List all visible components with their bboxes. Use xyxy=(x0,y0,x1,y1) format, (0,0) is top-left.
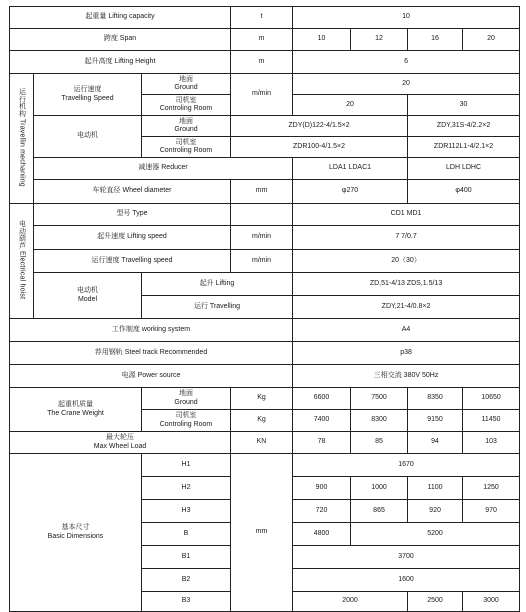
crane-weight-room-value: 11450 xyxy=(463,410,520,432)
crane-weight-ground-value: 8350 xyxy=(408,388,463,410)
b-value: 4800 xyxy=(293,523,351,546)
crane-weight-room-value: 9150 xyxy=(408,410,463,432)
hoist-type-value: CD1 MD1 xyxy=(293,204,520,226)
row-wheel-diameter xyxy=(10,180,520,204)
b1-value: 3700 xyxy=(293,546,520,569)
electrical-hoist-group-label: 电动葫芦 Electrical hoist xyxy=(10,204,34,319)
reducer-value: LDH LDHC xyxy=(408,158,520,180)
unit-crane-weight: Kg xyxy=(231,388,293,410)
dim-label-b3: B3 xyxy=(142,592,231,612)
h2-value: 1250 xyxy=(463,477,520,500)
crane-weight-label: 起重机质量 The Crane Weight xyxy=(10,388,142,432)
row-hoist-travelling-speed xyxy=(10,250,520,273)
lifting-speed-value: 7 7/0.7 xyxy=(293,226,520,250)
row-max-wheel-load xyxy=(10,432,520,454)
dim-label-h2: H2 xyxy=(142,477,231,500)
label-lifting-speed: 起升速度 Lifting speed xyxy=(34,226,231,250)
label-span: 跨度 Span xyxy=(10,29,231,51)
b3-value: 3000 xyxy=(463,592,520,612)
row-hoist-type xyxy=(10,204,520,226)
h3-value: 920 xyxy=(408,500,463,523)
unit-hoist-type-empty xyxy=(231,204,293,226)
unit-crane-weight: Kg xyxy=(231,410,293,432)
dim-label-b2: B2 xyxy=(142,569,231,592)
motor-room-value: ZDR112L1-4/2.1×2 xyxy=(408,137,520,158)
power-source-value: 三相交流 380V 50Hz xyxy=(293,365,520,388)
h3-value: 720 xyxy=(293,500,351,523)
unit-lifting-speed: m/min xyxy=(231,226,293,250)
dim-label-b1: B1 xyxy=(142,546,231,569)
b-value: 5200 xyxy=(351,523,520,546)
ground-sublabel: 地面 Ground xyxy=(142,74,231,95)
steel-track-value: p38 xyxy=(293,342,520,365)
unit-wheel-diameter: mm xyxy=(231,180,293,204)
h3-value: 865 xyxy=(351,500,408,523)
unit-span: m xyxy=(231,29,293,51)
travel-speed-room-value: 30 xyxy=(408,95,520,116)
row-hoist-motor-lifting xyxy=(10,273,520,296)
unit-travel-speed: m/min xyxy=(231,74,293,116)
motor-ground-value: ZDY,31S-4/2.2×2 xyxy=(408,116,520,137)
travel-speed-room-value: 20 xyxy=(293,95,408,116)
row-crane-weight-ground xyxy=(10,388,520,410)
max-wheel-load-value: 94 xyxy=(408,432,463,454)
travelling-mechanism-group-label: 运行机构 Travellin mechaniing xyxy=(10,74,34,204)
unit-hoist-travelling-speed: m/min xyxy=(231,250,293,273)
hoist-motor-label: 电动机 Model xyxy=(34,273,142,319)
row-h1 xyxy=(10,454,520,477)
crane-weight-ground-value: 6600 xyxy=(293,388,351,410)
label-power-source: 电源 Power source xyxy=(10,365,293,388)
hoist-travelling-speed-value: 20（30） xyxy=(293,250,520,273)
basic-dimensions-label: 基本尺寸 Basic Dimensions xyxy=(10,454,142,612)
travel-speed-ground-value: 20 xyxy=(293,74,520,95)
hoist-motor-lifting-value: ZD,51-4/13 ZDS,1.5/13 xyxy=(293,273,520,296)
motor-label: 电动机 xyxy=(34,116,142,158)
h3-value: 970 xyxy=(463,500,520,523)
b3-value: 2000 xyxy=(293,592,408,612)
unit-basic-dimensions: mm xyxy=(231,454,293,612)
crane-weight-room-value: 7400 xyxy=(293,410,351,432)
h1-value: 1670 xyxy=(293,454,520,477)
max-wheel-load-value: 85 xyxy=(351,432,408,454)
label-hoist-motor-lifting: 起升 Lifting xyxy=(142,273,293,296)
label-lifting-capacity: 起重量 Lifting capacity xyxy=(10,7,231,29)
b2-value: 1600 xyxy=(293,569,520,592)
row-span xyxy=(10,29,520,51)
h2-value: 1000 xyxy=(351,477,408,500)
b3-value: 2500 xyxy=(408,592,463,612)
row-lifting-height xyxy=(10,51,520,74)
max-wheel-load-value: 103 xyxy=(463,432,520,454)
dim-label-h1: H1 xyxy=(142,454,231,477)
unit-lifting-height: m xyxy=(231,51,293,74)
row-lifting-capacity xyxy=(10,7,520,29)
label-hoist-travelling-speed: 运行速度 Travelling speed xyxy=(34,250,231,273)
dim-label-b: B xyxy=(142,523,231,546)
row-power-source xyxy=(10,365,520,388)
row-motor-ground xyxy=(10,116,520,137)
max-wheel-load-value: 78 xyxy=(293,432,351,454)
motor-room-value: ZDR100-4/1.5×2 xyxy=(231,137,408,158)
label-steel-track: 荐用钢轨 Steel track Recommended xyxy=(10,342,293,365)
label-wheel-diameter: 车轮直径 Wheel diameter xyxy=(34,180,231,204)
room-sublabel: 司机室 Controling Room xyxy=(142,410,231,432)
spec-table xyxy=(9,6,520,612)
label-hoist-motor-travelling: 运行 Travelling xyxy=(142,296,293,319)
h2-value: 900 xyxy=(293,477,351,500)
row-travel-speed-ground xyxy=(10,74,520,95)
dim-label-h3: H3 xyxy=(142,500,231,523)
travel-speed-label: 运行速度 Travelling Speed xyxy=(34,74,142,116)
span-value: 12 xyxy=(351,29,408,51)
wheel-diameter-value: φ400 xyxy=(408,180,520,204)
crane-weight-room-value: 8300 xyxy=(351,410,408,432)
max-wheel-load-label: 最大轮压 Max Wheel Load xyxy=(10,432,231,454)
row-lifting-speed xyxy=(10,226,520,250)
reducer-value: LDA1 LDAC1 xyxy=(293,158,408,180)
room-sublabel: 司机室 Controling Room xyxy=(142,137,231,158)
label-lifting-height: 起升高度 Lifting Height xyxy=(10,51,231,74)
row-reducer xyxy=(10,158,520,180)
row-steel-track xyxy=(10,342,520,365)
label-working-system: 工作制度 working system xyxy=(10,319,293,342)
motor-ground-value: ZDY(D)122-4/1.5×2 xyxy=(231,116,408,137)
row-working-system xyxy=(10,319,520,342)
working-system-value: A4 xyxy=(293,319,520,342)
hoist-motor-travelling-value: ZDY,21-4/0.8×2 xyxy=(293,296,520,319)
span-value: 16 xyxy=(408,29,463,51)
value-lifting-height: 6 xyxy=(293,51,520,74)
ground-sublabel: 地面 Ground xyxy=(142,388,231,410)
value-lifting-capacity: 10 xyxy=(293,7,520,29)
ground-sublabel: 地面 Ground xyxy=(142,116,231,137)
unit-max-wheel-load: KN xyxy=(231,432,293,454)
span-value: 10 xyxy=(293,29,351,51)
wheel-diameter-value: φ270 xyxy=(293,180,408,204)
crane-weight-ground-value: 7500 xyxy=(351,388,408,410)
room-sublabel: 司机室 Controling Room xyxy=(142,95,231,116)
label-reducer: 减速器 Reducer xyxy=(34,158,293,180)
unit-lifting-capacity: t xyxy=(231,7,293,29)
crane-weight-ground-value: 10650 xyxy=(463,388,520,410)
h2-value: 1100 xyxy=(408,477,463,500)
span-value: 20 xyxy=(463,29,520,51)
label-hoist-type: 型号 Type xyxy=(34,204,231,226)
